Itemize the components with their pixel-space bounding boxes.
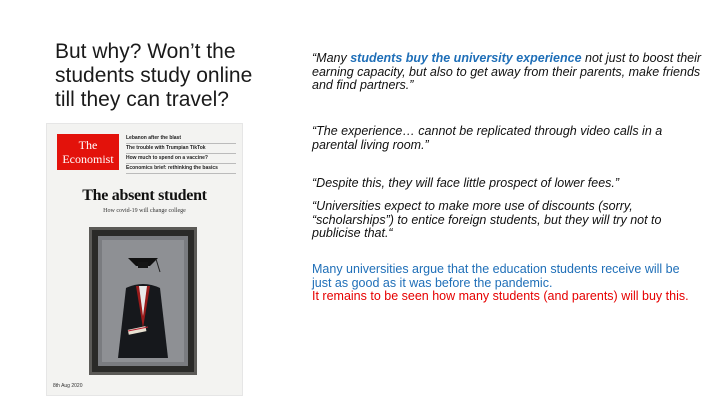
- quote-fees: “Despite this, they will face little prospect of lower fees.”: [312, 176, 620, 190]
- slide-title-line-2: students study online: [55, 64, 253, 87]
- slide-title: [55, 40, 285, 112]
- quote-1-suffix: not just to boost their earning capacity, but also to get away from their parents, make friends and find partners.”: [312, 51, 702, 92]
- graduate-gown-illustration: [98, 236, 188, 366]
- cover-headline: The trouble with Trumpian TikTok: [126, 144, 236, 154]
- cover-headlines: [126, 134, 236, 174]
- note-universities-argue: Many universities argue that the education students receive will be just as good as it was before the pandemic.: [312, 262, 680, 290]
- cover-date: 8th Aug 2020: [53, 383, 83, 389]
- quote-student-experience: [312, 52, 702, 93]
- logo-line-1: The: [78, 138, 98, 152]
- cover-main-title: The absent student: [82, 187, 207, 204]
- quote-video-calls: “The experience… cannot be replicated through video calls in a parental living room.”: [312, 124, 663, 152]
- logo-line-2: Economist: [62, 152, 114, 166]
- cover-headline: Lebanon after the blast: [126, 134, 236, 144]
- magazine-cover-image: [46, 123, 243, 396]
- cover-portrait-frame: [89, 227, 197, 375]
- cover-headline: Economics brief: rethinking the basics: [126, 164, 236, 174]
- cover-headline: How much to spend on a vaccine?: [126, 154, 236, 164]
- slide-title-line-1: But why? Won’t the: [55, 40, 236, 63]
- quote-1-prefix: “Many: [312, 51, 351, 65]
- economist-logo: [57, 134, 119, 170]
- note-remains-to-be-seen: It remains to be seen how many students (and parents) will buy this.: [312, 289, 689, 303]
- quote-1-highlight: students buy the university experience: [350, 51, 582, 65]
- cover-subtitle: How covid-19 will change college: [103, 208, 186, 214]
- slide-title-line-3: till they can travel?: [55, 88, 229, 111]
- quote-discounts: “Universities expect to make more use of discounts (sorry, “scholarships”) to entice foreign students, but they will try not to publicise that.“: [312, 199, 662, 240]
